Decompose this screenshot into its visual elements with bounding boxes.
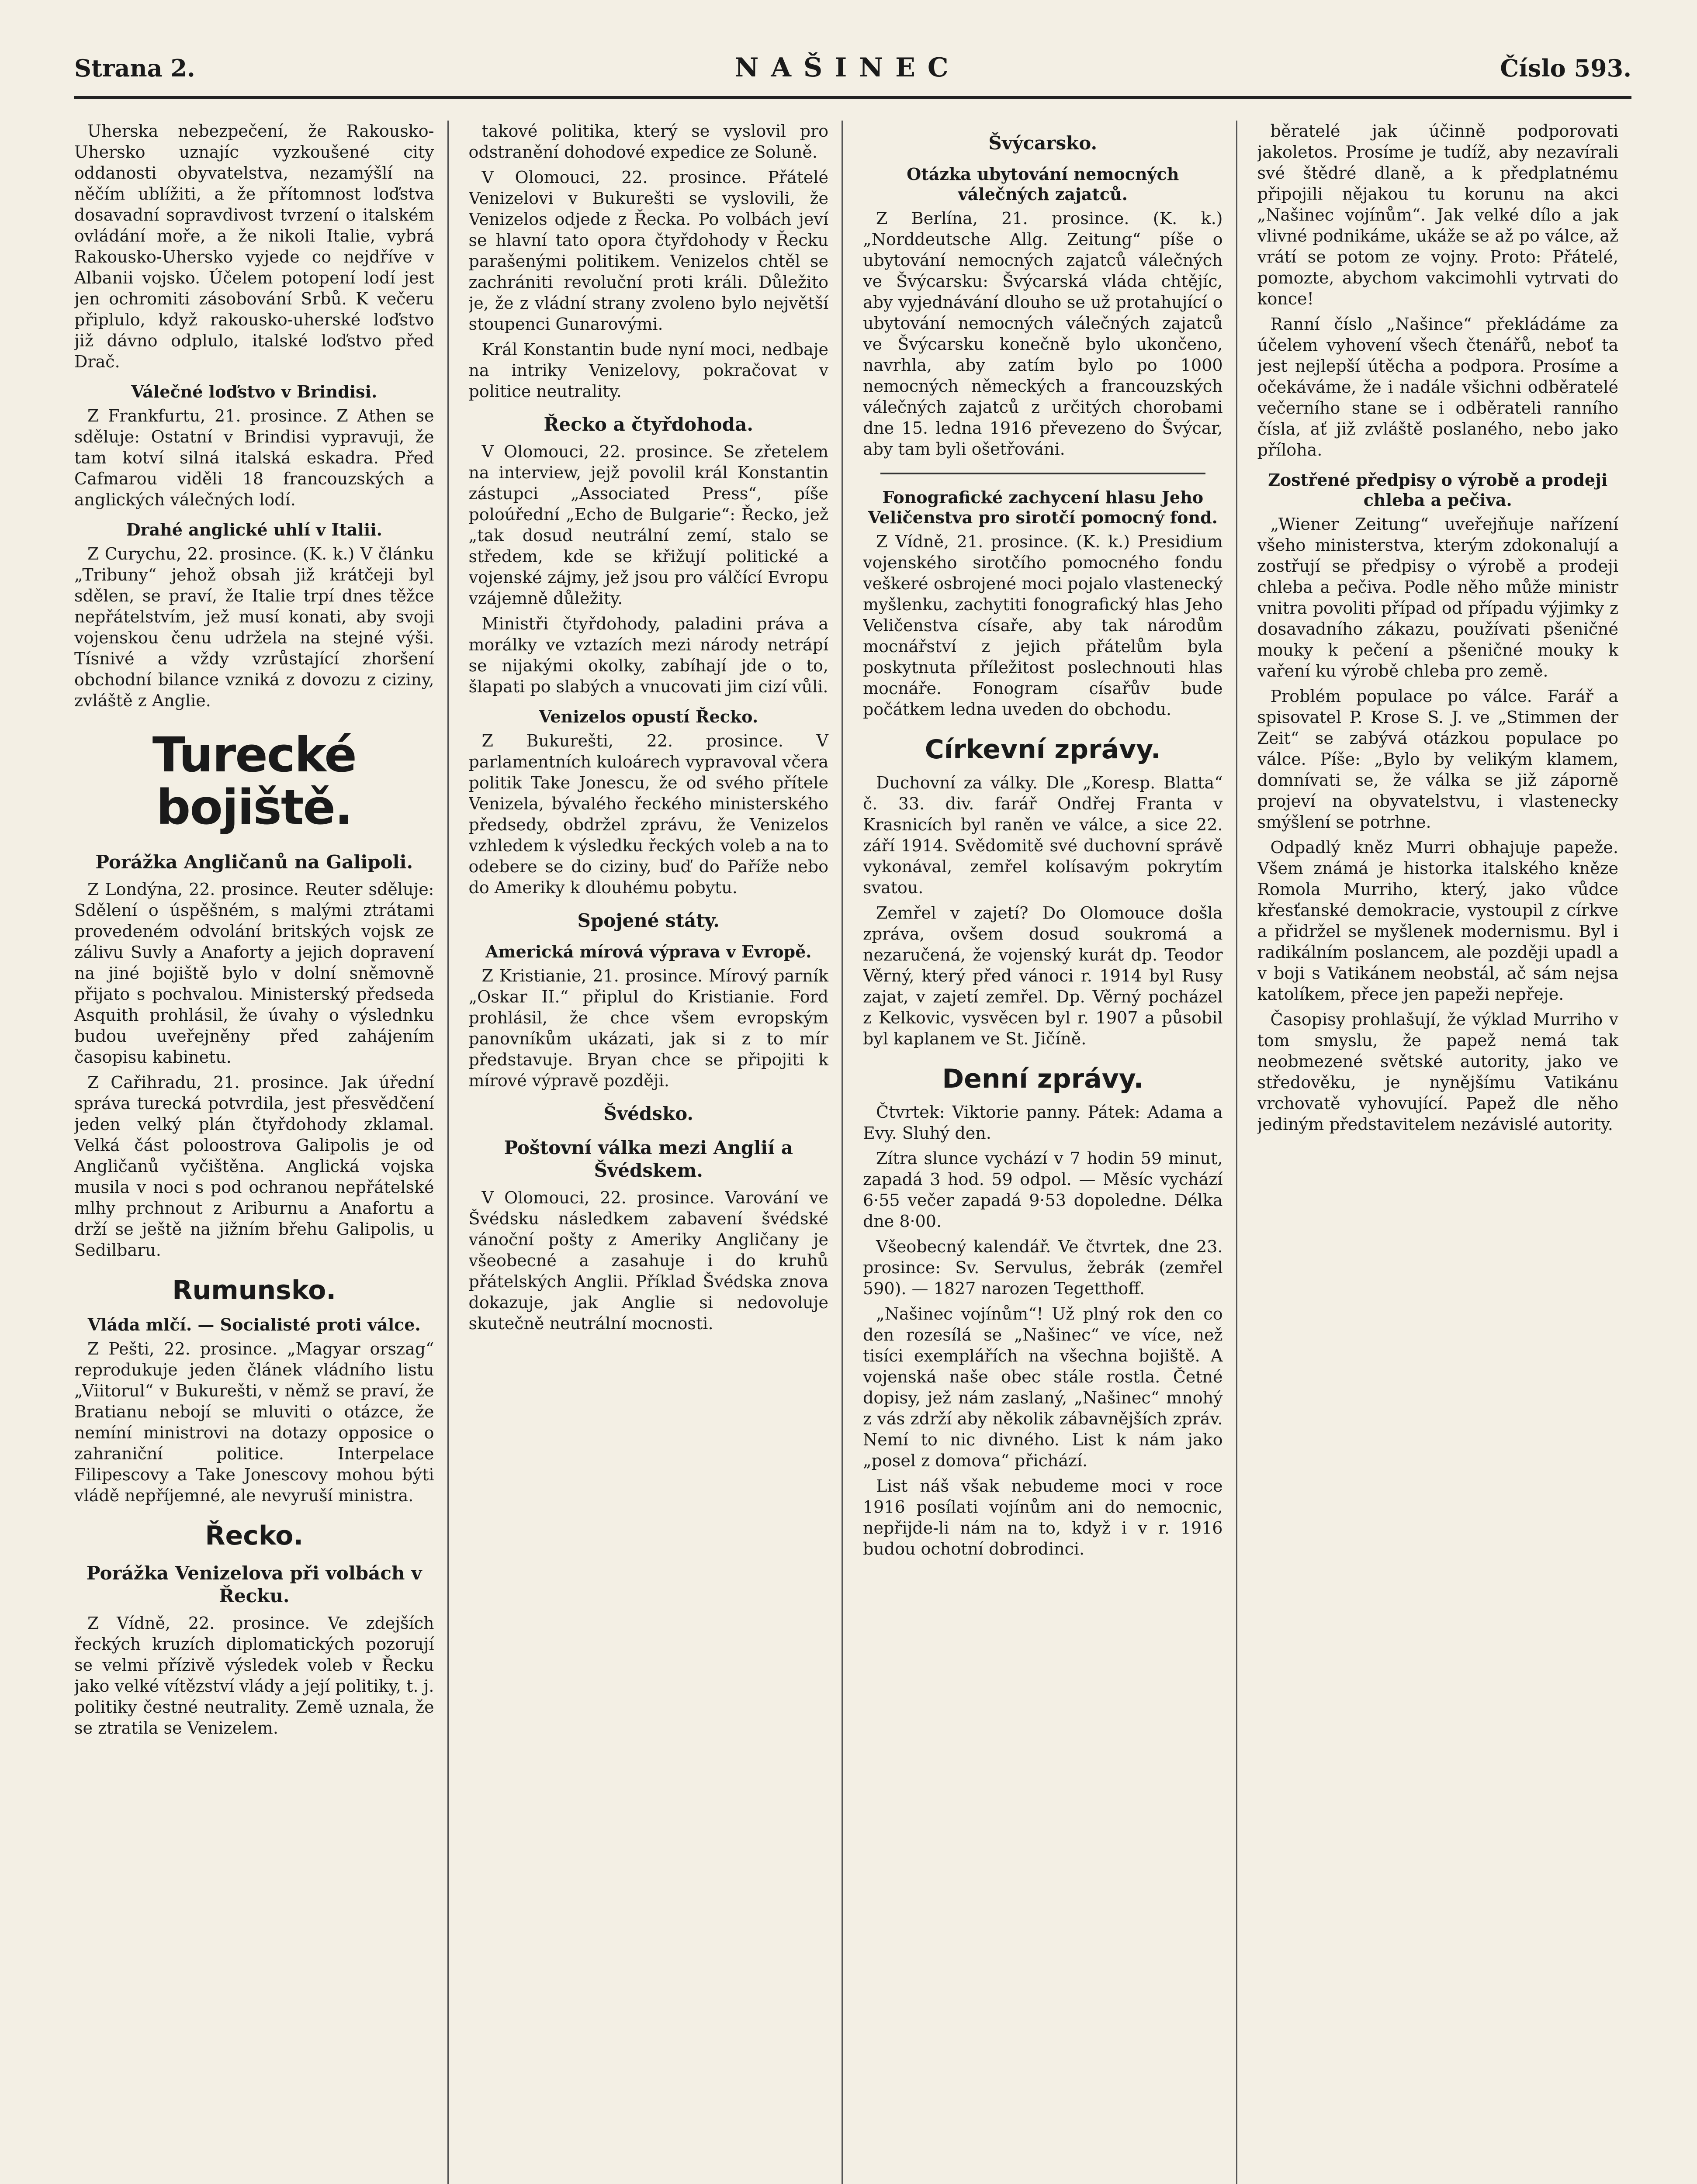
divider bbox=[880, 473, 1205, 474]
article-text: Král Konstantin bude nyní moci, nedbaje na intriky Venizelovy, pokračovat v politice neutrality. bbox=[468, 340, 828, 401]
article-text: Z Londýna, 22. prosince. Reuter sděluje: Sdělení o úspěšném, s malými ztrátami provedeném odvolání britských vojsk ze zálivu Suvly a Anaforty a jejich dopravení na jiné bojiště bylo v dolní sněmovně přijato s pochvalou. Ministerský předseda Asquith prohlásil, že úvahy o výslednku budou uveřejněny před zahájením časopisu kabinetu. bbox=[74, 880, 434, 1067]
article-heading: Zostřené předpisy o výrobě a prodeji chleba a pečiva. bbox=[1268, 470, 1608, 510]
article-text: Z Curychu, 22. prosince. (K. k.) V článku „Tribuny“ jehož obsah již krátčeji byl sdělen, se praví, že Italie trpí dnes těžce nepřátelstvím, jež musí konati, aby svoji vojenskou čenu udržela na stejné výši. Tísnivé a vždy vzrůstající zhoršení obchodní bilance vzniká z dovozu z ciziny, zvláště z Anglie. bbox=[74, 544, 434, 710]
section-title-greece: Řecko. bbox=[205, 1521, 304, 1551]
article-heading: Drahé anglické uhlí v Italii. bbox=[126, 520, 382, 539]
section-title-usa: Spojené státy. bbox=[577, 910, 720, 931]
article-heading: Fonografické zachycení hlasu Jeho Veličenstva pro sirotčí pomocný fond. bbox=[868, 487, 1218, 527]
article-text: „Našinec vojínům“! Už plný rok den co den rozesílá se „Našinec“ ve více, než tisíci exemplářích na všechna bojiště. A vojenská naše obec stále rostla. Četné dopisy, jež nám zaslaný, „Našinec“ mnohý z vás zdrží aby několik zábavnějších zpráv. Nemí to nic divného. List k nám jako „posel z domova“ přichází. bbox=[863, 1304, 1223, 1470]
article-text: Všeobecný kalendář. Ve čtvrtek, dne 23. prosince: Sv. Servulus, žebrák (zemřel 590). — 1827 narozen Tegetthoff. bbox=[863, 1237, 1223, 1298]
column-3 bbox=[863, 121, 1237, 2184]
article-heading: Vláda mlčí. — Socialisté proti válce. bbox=[87, 1315, 421, 1334]
article-text: Uherska nebezpečení, že Rakousko-Uhersko uznajíc vyzkoušené city oddanosti obyvatelstva, nezamýšlí na něčím ublížiti, a že přítomnost loďstva dosavadní sopravdivost tvrzení o italském ovládání moře, a že nikoli Italie, vybrá Rakousko-Uhersko vyjede co nejdříve v Albanii vojsko. Účelem potopení lodí jest jen ochromiti zásobování Srbů. K večeru připlulo, když rakousko-uherské loďstvo již dávno odplulo, italské loďstvo před Drač. bbox=[74, 121, 434, 371]
section-title-church-news: Církevní zprávy. bbox=[925, 734, 1161, 765]
article-columns bbox=[74, 121, 1631, 2184]
section-title-turkish-front: Turecké bojiště. bbox=[152, 727, 356, 835]
article-text: Zemřel v zajetí? Do Olomouce došla zpráva, ovšem dosud soukromá a nezaručená, že vojenský kurát dp. Teodor Věrný, který před vánoci r. 1914 byl Rusy zajat, v zajetí zemřel. Dp. Věrný pocházel z Kelkovic, vysvěcen byl r. 1907 a působil byl kaplanem ve St. Jičíně. bbox=[863, 903, 1223, 1048]
article-text: Časopisy prohlašují, že výklad Murriho v tom smyslu, že papež nemá tak neobmezené světské autority, jako ve středověku, je nynějšímu Vatikánu vrchovatě vyhovující. Papež dle něho jediným představitelem nezávislé autority. bbox=[1257, 1010, 1618, 1134]
article-text: Ministři čtyřdohody, paladini práva a morálky ve vztazích mezi národy netrápí se nijakými okolky, zabíhají jde o to, šlapati po slabých a vnucovati jim cizí vůli. bbox=[468, 614, 828, 696]
article-text: Z Frankfurtu, 21. prosince. Z Athen se sděluje: Ostatní v Brindisi vypravuji, že tam kotví silná italská eskadra. Před Cafmarou viděli 18 francouzských a anglických válečných lodí. bbox=[74, 406, 434, 509]
article-text: běratelé jak účinně podporovati jakoletos. Prosíme je tudíž, aby nezavírali své štědré dlaně, a k předplatnému připojili nějakou tu korunu na akci „Našinec vojínům“. Jak velké dílo a jak vlivné podnikáme, ukáže se až po válce, až vrátí se potom ze vojny. Proto: Přátelé, pomozte, abychom vakcimohli vytrvati do konce! bbox=[1257, 121, 1618, 308]
article-text: Čtvrtek: Viktorie panny. Pátek: Adama a Evy. Sluhý den. bbox=[863, 1102, 1223, 1143]
article-text: Problém populace po válce. Farář a spisovatel P. Krose S. J. ve „Stimmen der Zeit“ se zabývá otázkou populace po válce. Píše: „Bylo by velikým klamem, domnívati se, že válka se již záporně projeví na obyvatelstvu, i vlastenecky smýšlení se potrhne. bbox=[1257, 687, 1618, 832]
article-text: Z Pešti, 22. prosince. „Magyar orszag“ reprodukuje jeden článek vládního listu „Viitorul“ v Bukurešti, v němž se praví, že Bratianu nebojí se mluviti o otázce, že nemíní ministrovi na dotazy opposice o zahraniční politice. Interpelace Filipescovy a Take Jonescovy mohou býti vládě nepříjemné, ale nevyruší ministra. bbox=[74, 1339, 434, 1505]
article-text: takové politika, který se vyslovil pro odstranění dohodové expedice ze Soluně. bbox=[468, 121, 828, 162]
article-heading: Řecko a čtyřdohoda. bbox=[544, 414, 753, 435]
column-2 bbox=[469, 121, 843, 2184]
article-heading: Válečné loďstvo v Brindisi. bbox=[131, 382, 377, 401]
masthead bbox=[74, 52, 1631, 99]
article-heading: Poštovní válka mezi Anglií a Švédskem. bbox=[504, 1137, 793, 1181]
section-title-sweden: Švédsko. bbox=[603, 1103, 693, 1124]
section-title-daily-news: Denní zprávy. bbox=[942, 1064, 1144, 1094]
article-text: Z Kristianie, 21. prosince. Mírový parník „Oskar II.“ připlul do Kristianie. Ford prohlásil, že chce všem evropským panovníkům ukázati, jak si z to mír představuje. Bryan chce se připojiti k mírové výpravě později. bbox=[468, 966, 828, 1090]
article-text: Z Vídně, 22. prosince. Ve zdejších řeckých kruzích diplomatických pozorují se velmi přízivě výsledek voleb v Řecku jako velké vítězství vlády a její politiky, t. j. politiky čestné neutrality. Země uznala, že se ztratila se Venizelem. bbox=[74, 1614, 434, 1738]
article-heading: Porážka Angličanů na Galipoli. bbox=[95, 851, 413, 873]
newspaper-title: NAŠINEC bbox=[734, 52, 961, 83]
section-title-switzerland: Švýcarsko. bbox=[988, 132, 1098, 154]
page-number: Strana 2. bbox=[74, 54, 195, 82]
article-text: Z Cařihradu, 21. prosince. Jak úřední správa turecká potvrdila, jest přesvědčení jeden velký plán čtyřdohody zklamal. Velká část poloostrova Galipolis je od Angličanů vyčištěna. Anglická vojska musila v noci s pod ochranou nepřátelské mlhy prchnout z Ariburnu a Anafortu a drží se ještě na jižním břehu Galipolis, u Sedilbaru. bbox=[74, 1073, 434, 1260]
article-heading: Otázka ubytování nemocných válečných zajatců. bbox=[907, 164, 1179, 204]
article-text: Z Bukurešti, 22. prosince. V parlamentních kuloárech vypravoval včera politik Take Jonescu, že od svého přítele Venizela, bývalého řeckého ministerského předsedy, obdržel zprávu, že Venizelos vzhledem k výsledku řeckých voleb a na to odebere se do ciziny, buď do Paříže nebo do Ameriky k dlouhému pobytu. bbox=[468, 731, 828, 897]
article-text: V Olomouci, 22. prosince. Přátelé Venizelovi v Bukurešti se vyslovili, že Venizelos odjede z Řecka. Po volbách jeví se hlavní tato opora čtyřdohody v Řecku parašenými politikem. Venizelos chtěl se zachrániti revoluční proti králi. Důležito je, že z vládní strany zvoleno bylo největší stoupenci Gunarovými. bbox=[468, 168, 828, 334]
article-text: Z Berlína, 21. prosince. (K. k.) „Norddeutsche Allg. Zeitung“ píše o ubytování nemocných zajatců válečných ve Švýcarsku: Švýcarská vláda chtějíc, aby vyjednávání dlouho se už protahující o ubytování nemocných válečných zajatců ve Švýcarsku konečně bylo ukončeno, navrhla, aby zatím bylo po 1000 nemocných německých a francouzských válečných zajatců z určitých chorobami dne 15. ledna 1916 převezeno do Švýcar, aby tam byli ošetřováni. bbox=[863, 209, 1223, 459]
article-text: Z Vídně, 21. prosince. (K. k.) Presidium vojenského sirotčího pomocného fondu veškeré osbrojené moci pojalo vlastenecký myšlenku, zachytiti fonografický hlas Jeho Veličenstva císaře, aby tak národům mocnářství z jejich přátelům byla poskytnuta příležitost poslechnouti hlas mocnáře. Fonogram císařův bude počátkem ledna uveden do obchodu. bbox=[863, 532, 1223, 719]
article-heading: Venizelos opustí Řecko. bbox=[539, 707, 758, 726]
article-text: List náš však nebudeme moci v roce 1916 posílati vojínům ani do nemocnic, nepřijde-li nám na to, když i v r. 1916 budou ochotní dobrodinci. bbox=[863, 1476, 1223, 1559]
article-text: „Wiener Zeitung“ uveřejňuje nařízení všeho ministerstva, kterým zdokonalují a zostřují se předpisy o výrobě a prodeji chleba a pečiva. Podle něho může ministr vnitra povoliti případ od případu výjimky z dosavadního zákazu, používati pšeničné mouky k pečení a pšeničné mouky k vaření ku výrobě chleba pro země. bbox=[1257, 515, 1618, 681]
article-heading: Americká mírová výprava v Evropě. bbox=[485, 942, 812, 961]
article-text: Ranní číslo „Našince“ překládáme za účelem vyhovení všech čtenářů, neboť ta jest nejlepší útěcha a podpora. Prosíme a očekáváme, že i nadále všichni odběratelé večerního stane se i odběrateli ranního čísla, ať již zvláště poslaného, nebo jako příloha. bbox=[1257, 314, 1618, 460]
article-text: V Olomouci, 22. prosince. Varování ve Švédsku následkem zabavení švédské vánoční pošty z Ameriky Angličany je všeobecné a zasahuje i do kruhů přátelských Anglii. Příklad Švédska znova dokazuje, jak Anglie si nedovoluje skutečně neutrální mocnosti. bbox=[468, 1188, 828, 1333]
section-title-romania: Rumunsko. bbox=[172, 1275, 336, 1306]
article-heading: Porážka Venizelova při volbách v Řecku. bbox=[87, 1562, 422, 1607]
article-text: Zítra slunce vychází v 7 hodin 59 minut, zapadá 3 hod. 59 odpol. — Měsíc vychází 6·55 večer zapadá 9·53 dopoledne. Délka dne 8·00. bbox=[863, 1149, 1223, 1231]
article-text: Odpadlý kněz Murri obhajuje papeže. Všem známá je historka italského kněze Romola Murriho, který, jako vůdce křesťanské demokracie, vystoupil z církve a přidržel se myšlenek modernismu. Byl i radikálním poslancem, ale později upadl a v boji s Vatikánem neobstál, ač sám nejsa katolíkem, přece jen papeži nepřeje. bbox=[1257, 838, 1618, 1004]
column-4 bbox=[1257, 121, 1632, 2184]
article-text: Duchovní za války. Dle „Koresp. Blatta“ č. 33. div. farář Ondřej Franta v Krasnicích byl raněn ve válce, a sice 22. září 1914. Svědomitě své duchovní správě vykonával, zemřel kolísavým pokrytím svatou. bbox=[863, 773, 1223, 897]
issue-number: Číslo 593. bbox=[1500, 54, 1631, 82]
article-text: V Olomouci, 22. prosince. Se zřetelem na interview, jejž povolil král Konstantin zástupci „Associated Press“, píše poloúřední „Echo de Bulgarie“: Řecko, jež „tak dosud neutrální zemí, stalo se středem, kde se křižují politické a vojenské zájmy, jež jsou pro válčící Evropu vzájemně důležity. bbox=[468, 442, 828, 608]
column-1 bbox=[74, 121, 449, 2184]
